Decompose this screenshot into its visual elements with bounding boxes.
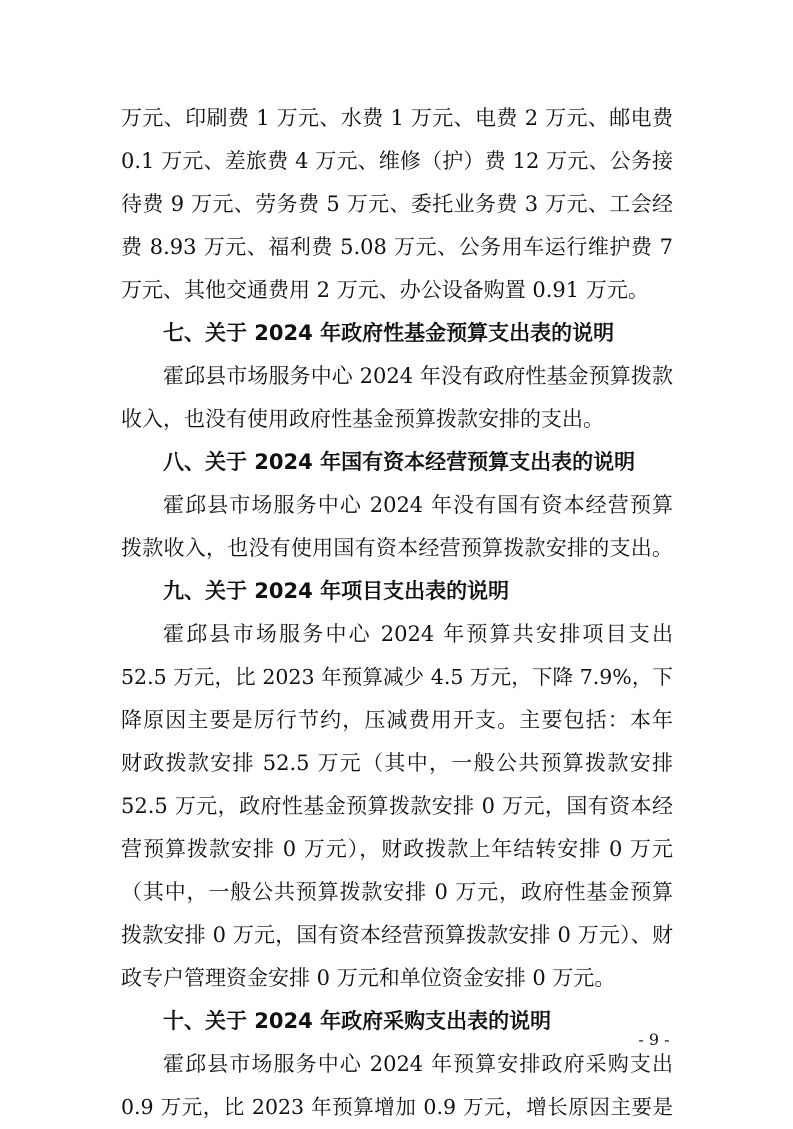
- body-line: 万元、印刷费 1 万元、水费 1 万元、电费 2 万元、邮电费: [121, 106, 673, 130]
- body-line: 霍邱县市场服务中心 2024 年预算共安排项目支出: [163, 622, 673, 646]
- body-line: 费 8.93 万元、福利费 5.08 万元、公务用车运行维护费 7: [121, 235, 673, 259]
- body-line: 0.9 万元，比 2023 年预算增加 0.9 万元，增长原因主要是: [121, 1095, 673, 1119]
- section-heading: 八、关于 2024 年国有资本经营预算支出表的说明: [163, 450, 636, 474]
- body-line: 政专户管理资金安排 0 万元和单位资金安排 0 万元。: [121, 966, 616, 990]
- body-line: 霍邱县市场服务中心 2024 年没有国有资本经营预算: [163, 493, 673, 517]
- section-heading: 九、关于 2024 年项目支出表的说明: [163, 579, 510, 603]
- section-heading: 七、关于 2024 年政府性基金预算支出表的说明: [163, 321, 615, 345]
- body-line: 52.5 万元，比 2023 年预算减少 4.5 万元，下降 7.9%，下: [121, 665, 673, 689]
- body-line: 霍邱县市场服务中心 2024 年预算安排政府采购支出: [163, 1052, 673, 1076]
- document-body: [121, 97, 673, 1129]
- body-line: 万元、其他交通费用 2 万元、办公设备购置 0.91 万元。: [121, 278, 649, 302]
- body-line: 拨款收入，也没有使用国有资本经营预算拨款安排的支出。: [121, 536, 673, 560]
- body-line: （其中，一般公共预算拨款安排 0 万元，政府性基金预算: [121, 880, 673, 904]
- page-number: - 9 -: [638, 1030, 670, 1049]
- body-line: 52.5 万元，政府性基金预算拨款安排 0 万元，国有资本经: [121, 794, 673, 818]
- body-line: 财政拨款安排 52.5 万元（其中，一般公共预算拨款安排: [121, 751, 673, 775]
- body-line: 霍邱县市场服务中心 2024 年没有政府性基金预算拨款: [163, 364, 673, 388]
- section-heading: 十、关于 2024 年政府采购支出表的说明: [163, 1009, 552, 1033]
- body-line: 营预算拨款安排 0 万元），财政拨款上年结转安排 0 万元: [121, 837, 673, 861]
- body-line: 降原因主要是厉行节约，压减费用开支。主要包括：本年: [121, 708, 673, 732]
- body-line: 0.1 万元、差旅费 4 万元、维修（护）费 12 万元、公务接: [121, 149, 673, 173]
- body-line: 拨款安排 0 万元，国有资本经营预算拨款安排 0 万元）、财: [121, 923, 673, 947]
- body-line: 待费 9 万元、劳务费 5 万元、委托业务费 3 万元、工会经: [121, 192, 673, 216]
- body-line: 收入，也没有使用政府性基金预算拨款安排的支出。: [121, 407, 604, 431]
